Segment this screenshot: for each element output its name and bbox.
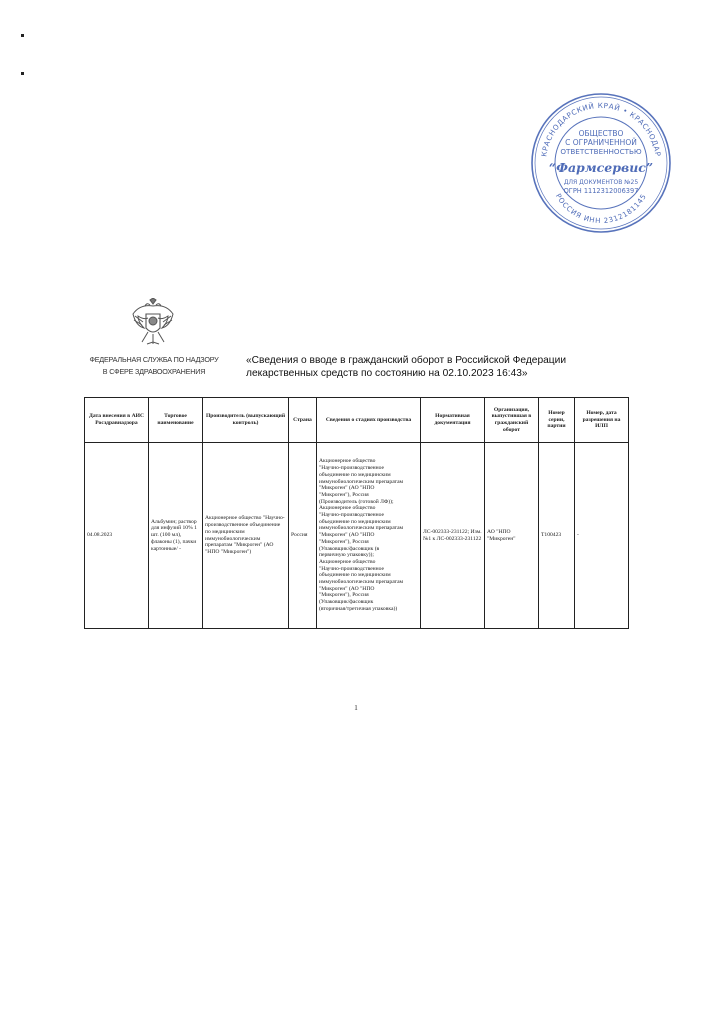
column-header: Номер, дата разрешения на ИЛП bbox=[575, 398, 629, 443]
page-number: 1 bbox=[354, 704, 358, 712]
stage-line: Акционерное общество bbox=[319, 505, 376, 512]
stamp-inner-line: ОТВЕТСТВЕННОСТЬЮ bbox=[560, 147, 642, 156]
column-header: Торговое наименование bbox=[149, 398, 203, 443]
stage-line: объединение по медицинским bbox=[319, 572, 391, 579]
stamp-outer-text: КРАСНОДАРСКИЙ КРАЙ • КРАСНОДАР bbox=[539, 100, 663, 158]
stage-line: "Микроген" (АО "НПО bbox=[319, 585, 375, 592]
margin-dot bbox=[21, 34, 24, 37]
stage-line: "Научно-производственное bbox=[319, 512, 385, 519]
normative-cell: ЛС-002333-231122; Изм. №1 к ЛС-002333-231122 bbox=[421, 443, 485, 629]
column-header: Организация, выпустившая в гражданский оборот bbox=[485, 398, 539, 443]
stage-line: объединение по медицинским bbox=[319, 518, 391, 525]
permit-cell: - bbox=[575, 443, 629, 629]
stamp-inner-line: ОБЩЕСТВО bbox=[578, 129, 624, 138]
table-header-row bbox=[85, 398, 629, 443]
stage-line: "Микроген" (АО "НПО bbox=[319, 485, 375, 492]
column-header: Дата внесения в АИС Росздравнадзора bbox=[85, 398, 149, 443]
organization-cell: АО "НПО "Микроген" bbox=[485, 443, 539, 629]
agency-line: ФЕДЕРАЛЬНАЯ СЛУЖБА ПО НАДЗОРУ bbox=[89, 355, 219, 364]
stage-line: иммунобиологическим препаратам bbox=[319, 525, 404, 532]
eagle-emblem-icon bbox=[130, 298, 176, 348]
column-header: Страна bbox=[289, 398, 317, 443]
trade-name-cell: Альбумин; раствор для инфузий 10% 1 шт. (100 мл), флаконы (1), пачки картонные/ - bbox=[149, 443, 203, 629]
margin-dot bbox=[21, 72, 24, 75]
registry-table bbox=[84, 397, 629, 629]
stamp-inner-line: С ОГРАНИЧЕННОЙ bbox=[565, 138, 637, 147]
stage-line: "Микроген" (АО "НПО bbox=[319, 532, 375, 539]
stage-line: Акционерное общество bbox=[319, 558, 376, 565]
column-header: Номер серии, партии bbox=[539, 398, 575, 443]
stamp-inn: РОССИЯ ИНН 2312181145 bbox=[553, 192, 649, 226]
stamp-company-name: “Фармсервис” bbox=[548, 160, 654, 175]
stage-line: (Упаковщик/фасовщик (в bbox=[319, 545, 380, 552]
column-header: Нормативная документация bbox=[421, 398, 485, 443]
country-cell: Россия bbox=[289, 443, 317, 629]
table-row bbox=[85, 443, 629, 629]
stages-cell bbox=[317, 443, 421, 629]
stage-line: Акционерное общество bbox=[319, 458, 376, 465]
stage-line: иммунобиологическим препаратам bbox=[319, 478, 404, 485]
stamp-ogrn: ОГРН 1112312006397 bbox=[563, 187, 639, 195]
manufacturer-cell: Акционерное общество "Научно-производственное объединение по медицинским иммунобиологическим препаратам "Микроген" (АО "НПО "Микроген") bbox=[203, 443, 289, 629]
stage-line: "Микроген"), Россия bbox=[319, 491, 369, 498]
stage-line: "Научно-производственное bbox=[319, 565, 385, 572]
stage-line: (Производитель (готовой ЛФ)); bbox=[319, 498, 394, 505]
agency-line: В СФЕРЕ ЗДРАВООХРАНЕНИЯ bbox=[102, 367, 206, 376]
stage-line: "Научно-производственное bbox=[319, 465, 385, 472]
document-title: «Сведения о вводе в гражданский оборот в Российской Федерации лекарственных средств по состоянию на 02.10.2023 16:43» bbox=[246, 355, 567, 379]
series-cell: Т100423 bbox=[539, 443, 575, 629]
stage-line: "Микроген"), Россия bbox=[319, 592, 369, 599]
stage-line: "Микроген"), Россия bbox=[319, 538, 369, 545]
column-header: Сведения о стадиях производства bbox=[317, 398, 421, 443]
stage-line: первичную упаковку)); bbox=[319, 552, 374, 559]
stage-line: (вторичная/третичная упаковка)) bbox=[319, 605, 398, 612]
stamp-docs: ДЛЯ ДОКУМЕНТОВ №25 bbox=[563, 179, 639, 186]
stage-line: объединение по медицинским bbox=[319, 471, 391, 478]
company-stamp bbox=[528, 90, 674, 236]
date-cell: 04.08.2023 bbox=[85, 443, 149, 629]
agency-name bbox=[84, 354, 224, 378]
stage-line: (Упаковщик/фасовщик bbox=[319, 599, 374, 606]
column-header: Производитель (выпускающий контроль) bbox=[203, 398, 289, 443]
stage-line: иммунобиологическим препаратам bbox=[319, 579, 404, 586]
